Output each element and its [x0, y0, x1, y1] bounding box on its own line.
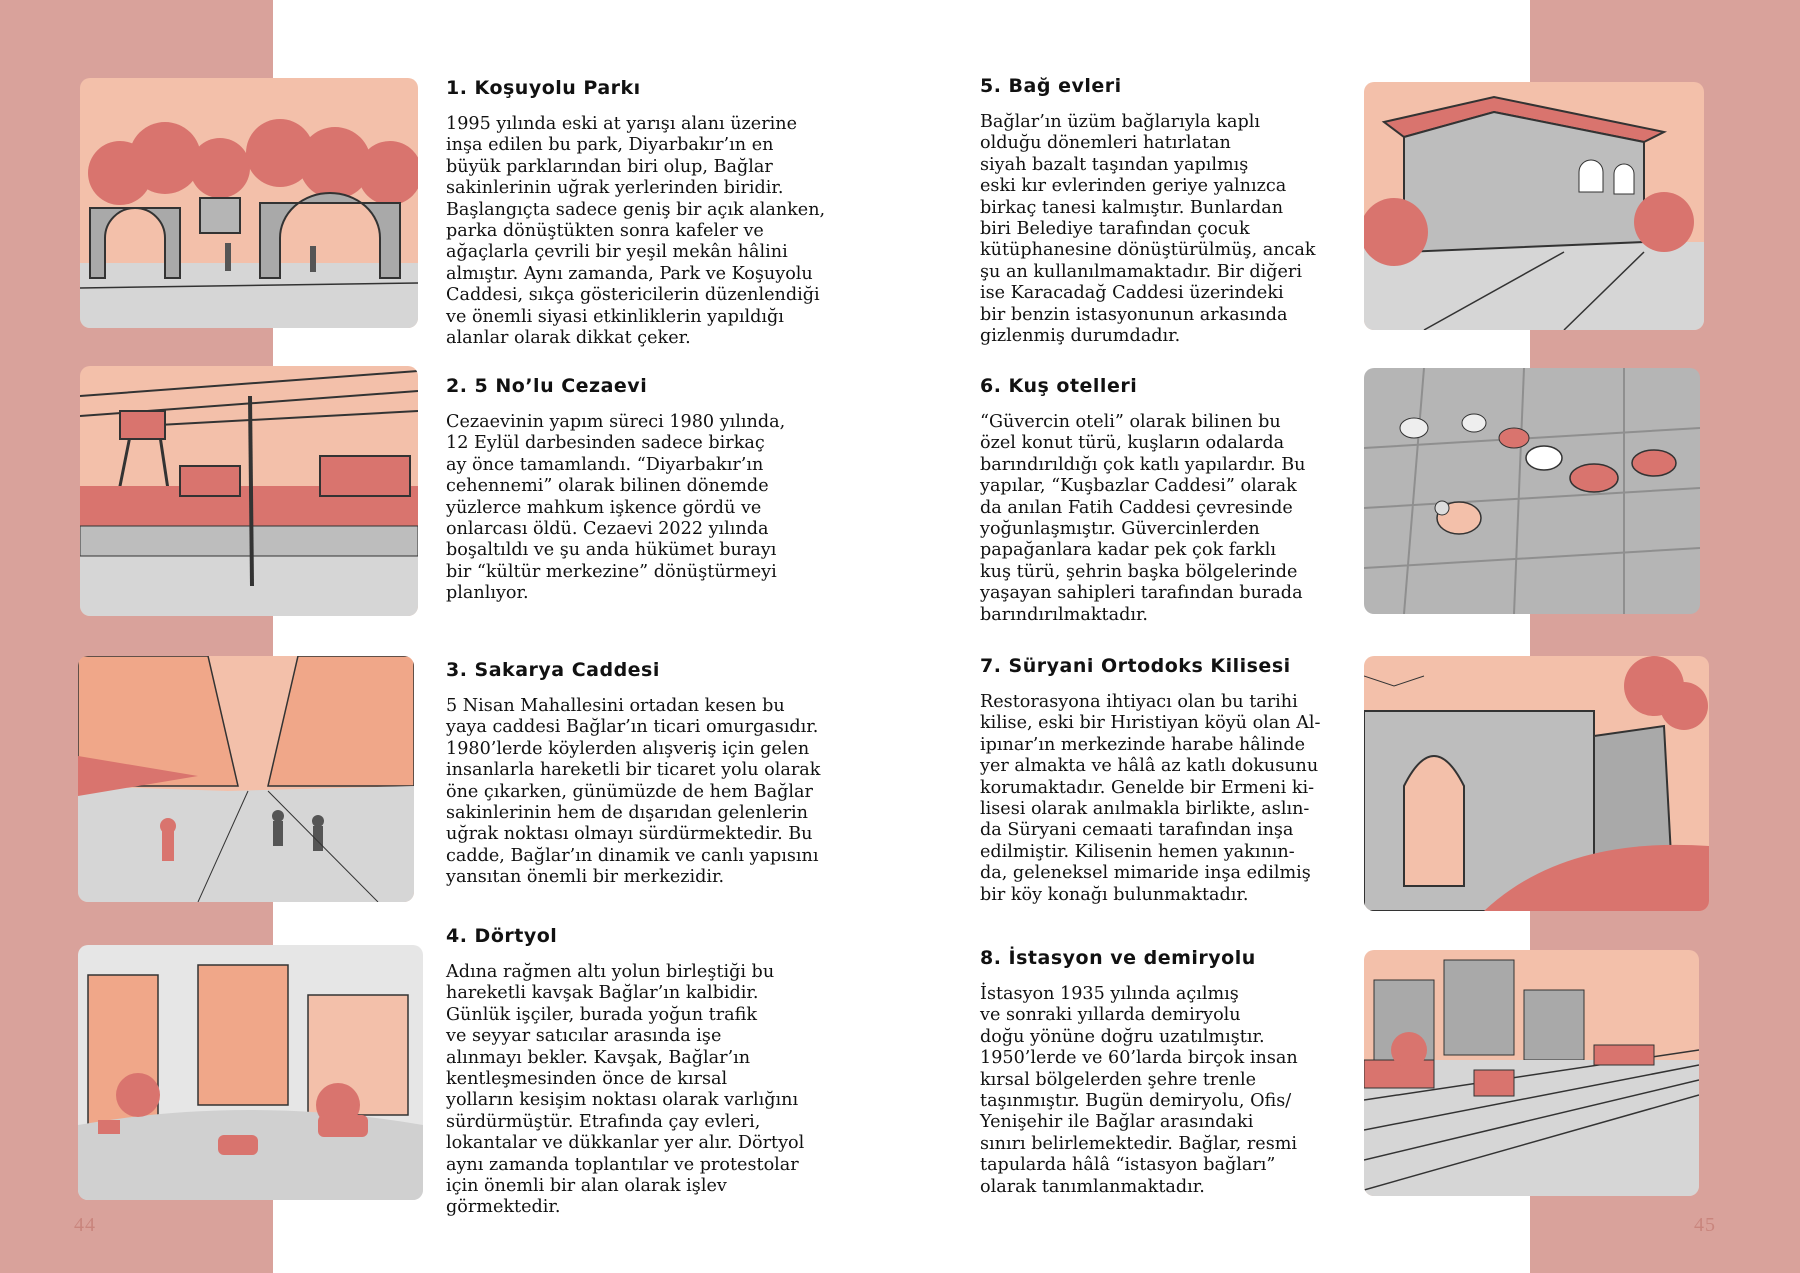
entry-title: 7. Süryani Ortodoks Kilisesi [980, 655, 1291, 677]
junction-illustration [78, 945, 423, 1200]
entry-bird-hotels [980, 374, 1350, 626]
entry-body: “Güvercin oteli” olarak bilinen bu özel konut türü, kuşların odalarda barındırıldığı çok katlı yapılardır. Bu yapılar, “Kuşbazlar Caddesi” olarak da anılan Fatih Caddesi çevresinde yoğunlaşmıştır. Güvercinlerden papağanlara kadar pek çok farklı kuş türü, şehrin başka bölgelerinde yaşayan sahipleri tarafından burada barındırılmaktadır. [980, 412, 1306, 625]
entry-title: 5. Bağ evleri [980, 75, 1122, 97]
entry-body: İstasyon 1935 yılında açılmış ve sonraki yıllarda demiryolu doğu yönüne doğru uzatılmıştır. 1950’lerde ve 60’larda birçok insan kırsal bölgelerden şehre trenle taşınmıştır. Bugün demiryolu, Ofis/ Yenişehir ile Bağlar arasındaki sınırı belirlemektedir. Bağlar, resmi tapularda hâlâ “istasyon bağları” olarak tanımlanmaktadır. [980, 984, 1298, 1197]
entry-body: Restorasyona ihtiyacı olan bu tarihi kilise, eski bir Hıristiyan köyü olan Al- ipınar’ın merkezinde harabe hâlinde yer almakta ve hâlâ az katlı dokusunu korumaktadır. Genelde bir Ermeni ki- lisesi olarak anılmakla birlikte, aslın- da Süryani cemaati tarafından inşa edilmiştir. Kilisenin hemen yakının- da, geleneksel mimaride inşa edilmiş bir köy konağı bulunmaktadır. [980, 692, 1321, 905]
prison-illustration [80, 366, 418, 616]
church-illustration [1364, 656, 1709, 911]
page-number-right: 45 [1694, 1214, 1716, 1236]
entry-title: 6. Kuş otelleri [980, 375, 1138, 397]
entry-title: 3. Sakarya Caddesi [446, 659, 660, 681]
entry-station-railway [980, 946, 1350, 1198]
vineyard-house-illustration [1364, 82, 1704, 330]
entry-body: 1995 yılında eski at yarışı alanı üzerine inşa edilen bu park, Diyarbakır’ın en büyük parklarından biri olup, Bağlar sakinlerinin uğrak yerlerinden biridir. Başlangıçta sadece geniş bir açık alanken, parka dönüştükten sonra kafeler ve ağaçlarla çevrili bir yeşil mekân hâlini almıştır. Aynı zamanda, Park ve Koşuyolu Caddesi, sıkça göstericilerin düzenlendiği ve önemli siyasi etkinliklerin yapıldığı alanlar olarak dikkat çeker. [446, 114, 826, 349]
entry-prison [446, 374, 846, 605]
entry-body: 5 Nisan Mahallesini ortadan kesen bu yaya caddesi Bağlar’ın ticari omurgasıdır. 1980’lerde köylerden alışveriş için gelen insanlarla hareketli bir ticaret yolu olarak öne çıkarken, günümüzde de hem Bağlar sakinlerinin hem de dışarıdan gelenlerin uğrak noktası olmayı sürdürmektedir. Bu cadde, Bağlar’ın dinamik ve canlı yapısını yansıtan önemli bir merkezidir. [446, 696, 821, 888]
entry-title: 2. 5 No’lu Cezaevi [446, 375, 648, 397]
entry-title: 4. Dörtyol [446, 925, 558, 947]
entry-syriac-church [980, 654, 1350, 906]
pigeons-illustration [1364, 368, 1700, 614]
park-illustration [80, 78, 418, 328]
entry-koşuyolu-park [446, 76, 846, 349]
entry-title: 1. Koşuyolu Parkı [446, 77, 641, 99]
entry-body: Adına rağmen altı yolun birleştiği bu hareketli kavşak Bağlar’ın kalbidir. Günlük işçiler, burada yoğun trafik ve seyyar satıcılar arasında işe alınmayı bekler. Kavşak, Bağlar’ın kentleşmesinden önce de kırsal yolların kesişim noktası olarak varlığını sürdürmüştür. Etrafında çay evleri, lokantalar ve dükkanlar yer alır. Dörtyol aynı zamanda toplantılar ve protestolar için önemli bir alan olarak işlev görmektedir. [446, 962, 805, 1218]
entry-title: 8. İstasyon ve demiryolu [980, 947, 1256, 969]
page-number-left: 44 [74, 1214, 96, 1236]
entry-body: Cezaevinin yapım süreci 1980 yılında, 12 Eylül darbesinden sadece birkaç ay önce tamamlandı. “Diyarbakır’ın cehennemi” olarak bilinen dönemde yüzlerce mahkum işkence gördü ve onlarcası öldü. Cezaevi 2022 yılında boşaltıldı ve şu anda hükümet burayı bir “kültür merkezine” dönüştürmeyi planlıyor. [446, 412, 786, 604]
entry-dortyol [446, 924, 846, 1219]
railway-illustration [1364, 950, 1699, 1196]
entry-body: Bağlar’ın üzüm bağlarıyla kaplı olduğu dönemleri hatırlatan siyah bazalt taşından yapılmış eski kır evlerinden geriye yalnızca birkaç tanesi kalmıştır. Bunlardan biri Belediye tarafından çocuk kütüphanesine dönüştürülmüş, ancak şu an kullanılmamaktadır. Bir diğeri ise Karacadağ Caddesi üzerindeki bir benzin istasyonunun arkasında gizlenmiş durumdadır. [980, 112, 1316, 347]
entry-vineyard-houses [980, 74, 1350, 347]
entry-sakarya-street [446, 658, 846, 889]
street-illustration [78, 656, 414, 902]
